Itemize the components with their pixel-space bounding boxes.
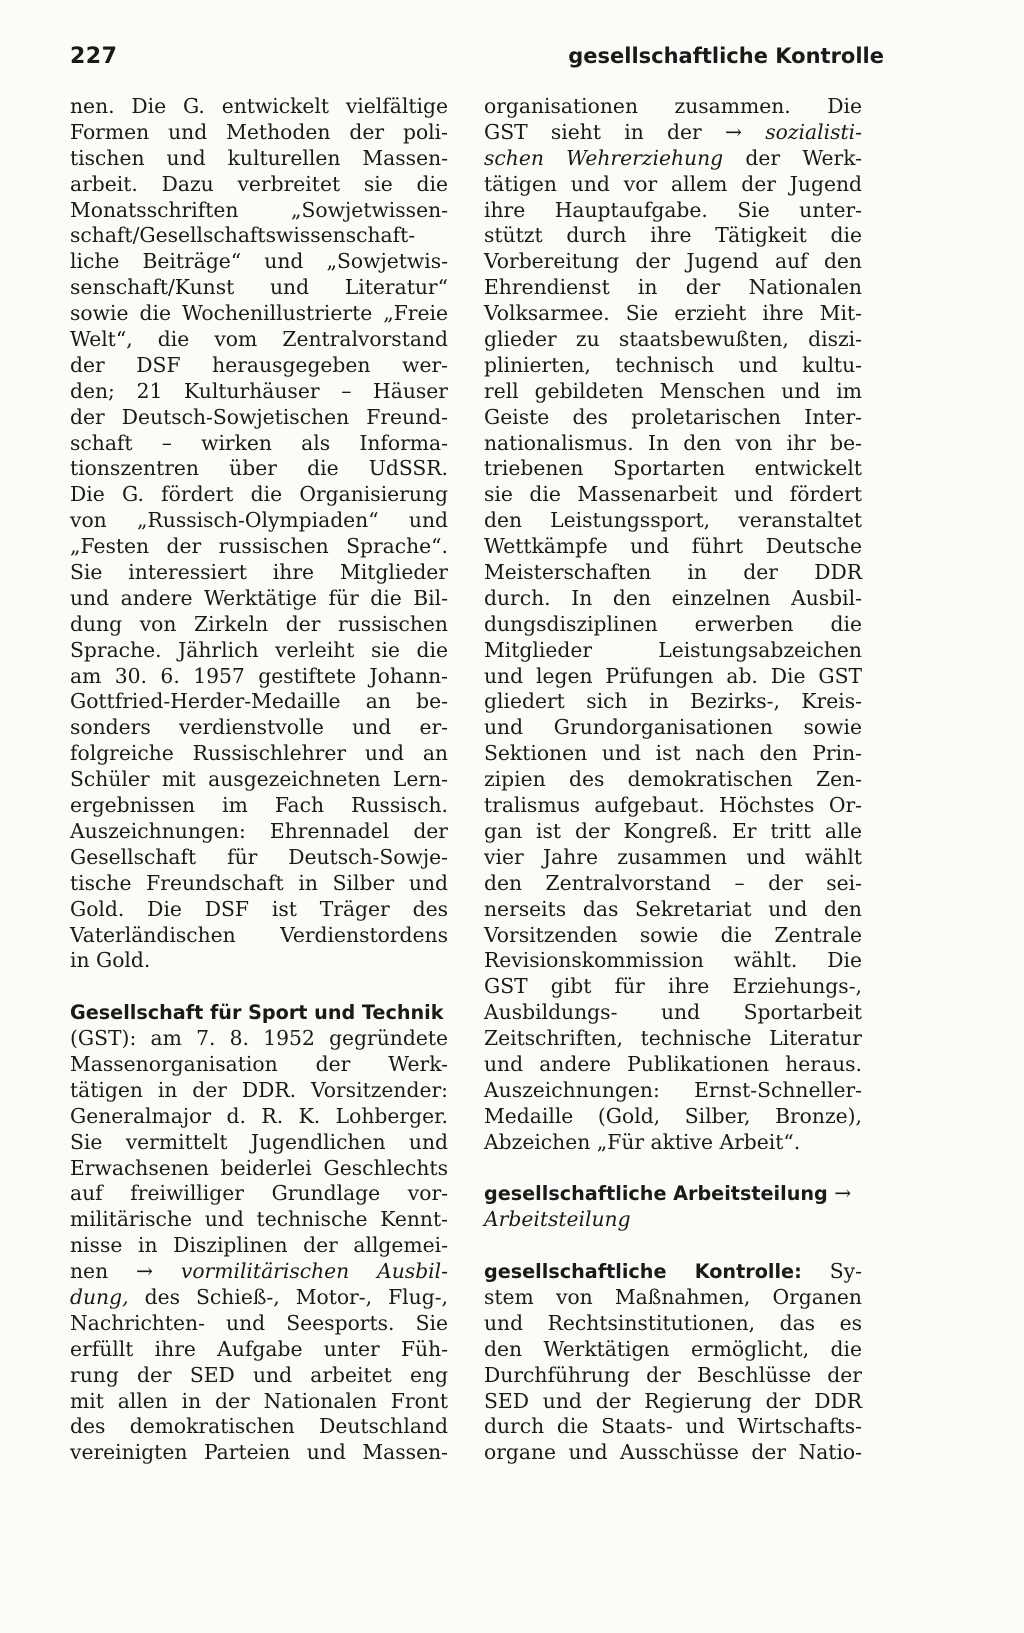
text-line: Ehrendienst in der Nationalen <box>484 275 862 300</box>
text-line: Generalmajor d. R. K. Lohberger. <box>70 1103 448 1128</box>
text-line: durch die Staats- und Wirtschafts- <box>484 1414 862 1439</box>
text-line: dung von Zirkeln der russischen <box>70 611 448 636</box>
text-line: Nachrichten- und Seesports. Sie <box>70 1310 448 1335</box>
text-line: tralismus aufgebaut. Höchstes Or- <box>484 793 862 818</box>
text-line: sonders verdienstvolle und er- <box>70 715 448 740</box>
text-line: ihre Hauptaufgabe. Sie unter- <box>484 197 862 222</box>
text-line: mit allen in der Nationalen Front <box>70 1388 448 1413</box>
gst-entry-body <box>70 1026 448 1259</box>
text-line: Auszeichnungen: Ernst-Schneller- <box>484 1077 862 1102</box>
text-line: vereinigten Parteien und Massen- <box>70 1440 448 1465</box>
text-line: Durchführung der Beschlüsse der <box>484 1362 862 1387</box>
text-line: Geiste des proletarischen Inter- <box>484 404 862 429</box>
text-line: Gottfried-Herder-Medaille an be- <box>70 689 448 714</box>
cross-reference-continuation[interactable]: schen Wehrerziehung <box>484 145 724 170</box>
text-line: Ausbildungs- und Sportarbeit <box>484 1000 862 1025</box>
text-line: und andere Publikationen heraus. <box>484 1051 862 1076</box>
text-line: Erwachsenen beiderlei Geschlechts <box>70 1155 448 1180</box>
arbeitsteilung-headword-line <box>484 1181 862 1207</box>
text-line: vier Jahre zusammen und wählt <box>484 844 862 869</box>
running-head: gesellschaftliche Kontrolle <box>568 44 884 68</box>
cross-reference-continuation[interactable]: dung, <box>70 1284 129 1309</box>
text-line: Zeitschriften, technische Literatur <box>484 1026 862 1051</box>
gst-headword-line <box>70 1000 448 1026</box>
text-line: tische Freundschaft in Silber und <box>70 870 448 895</box>
gst-xref-line-a: GST sieht in der → sozialisti- <box>484 119 862 144</box>
gst-headword: Gesellschaft für Sport und Technik <box>70 1001 444 1025</box>
gst-entry-body-end <box>70 1311 448 1466</box>
gst-xref-line-b: schen Wehrerziehung der Werk- <box>484 145 862 170</box>
page-number: 227 <box>70 44 118 69</box>
text-line: Vorsitzenden sowie die Zentrale <box>484 922 862 947</box>
text-line: rell gebildeten Menschen und im <box>484 378 862 403</box>
text-line: Revisionskommission wählt. Die <box>484 948 862 973</box>
text-line: militärische und technische Kennt- <box>70 1207 448 1232</box>
text-line: Meisterschaften in der DDR <box>484 560 862 585</box>
text-line: und Rechtsinstitutionen, das es <box>484 1310 862 1335</box>
text-line: folgreiche Russischlehrer und an <box>70 741 448 766</box>
text-line: gliedert sich in Bezirks-, Kreis- <box>484 689 862 714</box>
text-line: tischen und kulturellen Massen- <box>70 145 448 170</box>
text-line: dungsdisziplinen erwerben die <box>484 611 862 636</box>
text-line: und legen Prüfungen ab. Die GST <box>484 663 862 688</box>
text-line: Mitglieder Leistungsabzeichen <box>484 637 862 662</box>
text-line: am 30. 6. 1957 gestiftete Johann- <box>70 663 448 688</box>
text-line: sowie die Wochenillustrierte „Freie <box>70 301 448 326</box>
kontrolle-entry-body <box>484 1285 862 1466</box>
cross-reference-arrow-icon: → <box>834 1181 852 1206</box>
text-line: triebenen Sportarten entwickelt <box>484 456 862 481</box>
arbeitsteilung-headword: gesellschaftliche Arbeitsteilung <box>484 1182 828 1206</box>
text-line: SED und der Regierung der DDR <box>484 1388 862 1413</box>
text-line: sie die Massenarbeit und fördert <box>484 482 862 507</box>
text-line: ergebnissen im Fach Russisch. <box>70 793 448 818</box>
cross-reference-arrow-icon: → <box>724 119 742 144</box>
text-line: tätigen und vor allem der Jugend <box>484 171 862 196</box>
text-line: nationalismus. In den von ihr be- <box>484 430 862 455</box>
text-line: Vaterländischen Verdienstordens <box>70 922 448 947</box>
text-line: schaft – wirken als Informa- <box>70 430 448 455</box>
arbeitsteilung-reference-line <box>484 1207 862 1233</box>
text-line: Gold. Die DSF ist Träger des <box>70 896 448 921</box>
text-line: gan ist der Kongreß. Er tritt alle <box>484 818 862 843</box>
text-line: Auszeichnungen: Ehrennadel der <box>70 818 448 843</box>
text-line: arbeit. Dazu verbreitet sie die <box>70 171 448 196</box>
text-line: nen. Die G. entwickelt vielfältige <box>70 94 448 118</box>
text-line: senschaft/Kunst und Literatur“ <box>70 275 448 300</box>
text-line: durch. In den einzelnen Ausbil- <box>484 585 862 610</box>
text-line: nerseits das Sekretariat und den <box>484 896 862 921</box>
text-line: Schüler mit ausgezeichneten Lern- <box>70 767 448 792</box>
text-line: schaft/Gesellschaftswissenschaft- <box>70 223 416 248</box>
text-line: und Grundorganisationen sowie <box>484 715 862 740</box>
text-line: und andere Werktätige für die Bil- <box>70 585 448 610</box>
text-line: Formen und Methoden der poli- <box>70 119 448 144</box>
kontrolle-headword: gesellschaftliche Kontrolle: <box>484 1260 802 1284</box>
gst-xref-line-2: dung, des Schieß-, Motor-, Flug-, <box>70 1284 448 1309</box>
text-line: den; 21 Kulturhäuser – Häuser <box>70 378 448 403</box>
gst-entry-continuation <box>484 172 862 1156</box>
text-line: plinierten, technisch und kultu- <box>484 352 862 377</box>
text-line: Wettkämpfe und führt Deutsche <box>484 534 862 559</box>
text-line: Abzeichen „Für aktive Arbeit“. <box>484 1129 801 1154</box>
text-line: auf freiwilliger Grundlage vor- <box>70 1181 448 1206</box>
text-line: tionszentren über die UdSSR. <box>70 456 448 481</box>
text-line: Sprache. Jährlich verleiht sie die <box>70 637 448 662</box>
text-line: organe und Ausschüsse der Natio- <box>484 1440 862 1465</box>
kontrolle-headword-line: gesellschaftliche Kontrolle: Sy- <box>484 1259 862 1284</box>
text-line: der DSF herausgegeben wer- <box>70 352 448 377</box>
text-line: den Leistungssport, veranstaltet <box>484 508 862 533</box>
cross-reference-sozialistische-wehrerziehung[interactable]: sozialisti- <box>765 119 862 144</box>
text-line: Massenorganisation der Werk- <box>70 1051 448 1076</box>
text-line: „Festen der russischen Sprache“. <box>70 534 448 559</box>
text-line: stem von Maßnahmen, Organen <box>484 1284 862 1309</box>
text-line: liche Beiträge“ und „Sowjetwis- <box>70 249 448 274</box>
text-line: Welt“, die vom Zentralvorstand <box>70 327 448 352</box>
text-line: erfüllt ihre Aufgabe unter Füh- <box>70 1336 448 1361</box>
text-line: Monatsschriften „Sowjetwissen- <box>70 197 448 222</box>
cross-reference-arrow-icon: → <box>136 1259 153 1284</box>
text-line: Sie interessiert ihre Mitglieder <box>70 560 448 585</box>
text-line: (GST): am 7. 8. 1952 gegründete <box>70 1026 448 1051</box>
text-line: tätigen in der DDR. Vorsitzender: <box>70 1077 448 1102</box>
text-line: GST gibt für ihre Erziehungs-, <box>484 974 862 999</box>
left-column <box>70 94 448 1466</box>
text-line: den Werktätigen ermöglicht, die <box>484 1336 862 1361</box>
text-line: den Zentralvorstand – der sei- <box>484 870 862 895</box>
text-line: Volksarmee. Sie erzieht ihre Mit- <box>484 301 862 326</box>
text-line: des demokratischen Deutschland <box>70 1414 448 1439</box>
text-line: Gesellschaft für Deutsch-Sowje- <box>70 844 448 869</box>
text-line: Sie vermittelt Jugendlichen und <box>70 1129 448 1154</box>
text-line: Die G. fördert die Organisierung <box>70 482 448 507</box>
text-line: zipien des demokratischen Zen- <box>484 767 862 792</box>
cross-reference-vormilitaerische-ausbildung[interactable]: vormilitärischen Ausbil- <box>180 1259 449 1284</box>
text-line: Vorbereitung der Jugend auf den <box>484 249 862 274</box>
text-line: glieder zu staatsbewußten, diszi- <box>484 327 862 352</box>
text-line: stützt durch ihre Tätigkeit die <box>484 223 862 248</box>
right-column <box>484 94 862 1466</box>
text-line: rung der SED und arbeitet eng <box>70 1362 448 1387</box>
text-line: Medaille (Gold, Silber, Bronze), <box>484 1103 862 1128</box>
dsf-entry-continuation <box>70 94 448 948</box>
text-line: von „Russisch-Olympiaden“ und <box>70 508 448 533</box>
gst-cont-line: organisationen zusammen. Die <box>484 94 862 118</box>
dsf-last-line: in Gold. <box>70 948 151 973</box>
gst-xref-line: nen → vormilitärischen Ausbil- <box>70 1259 449 1284</box>
text-line: Sektionen und ist nach den Prin- <box>484 741 862 766</box>
text-line: nisse in Disziplinen der allgemei- <box>70 1233 448 1258</box>
cross-reference-arbeitsteilung[interactable]: Arbeitsteilung <box>484 1207 631 1232</box>
text-line: der Deutsch-Sowjetischen Freund- <box>70 404 448 429</box>
